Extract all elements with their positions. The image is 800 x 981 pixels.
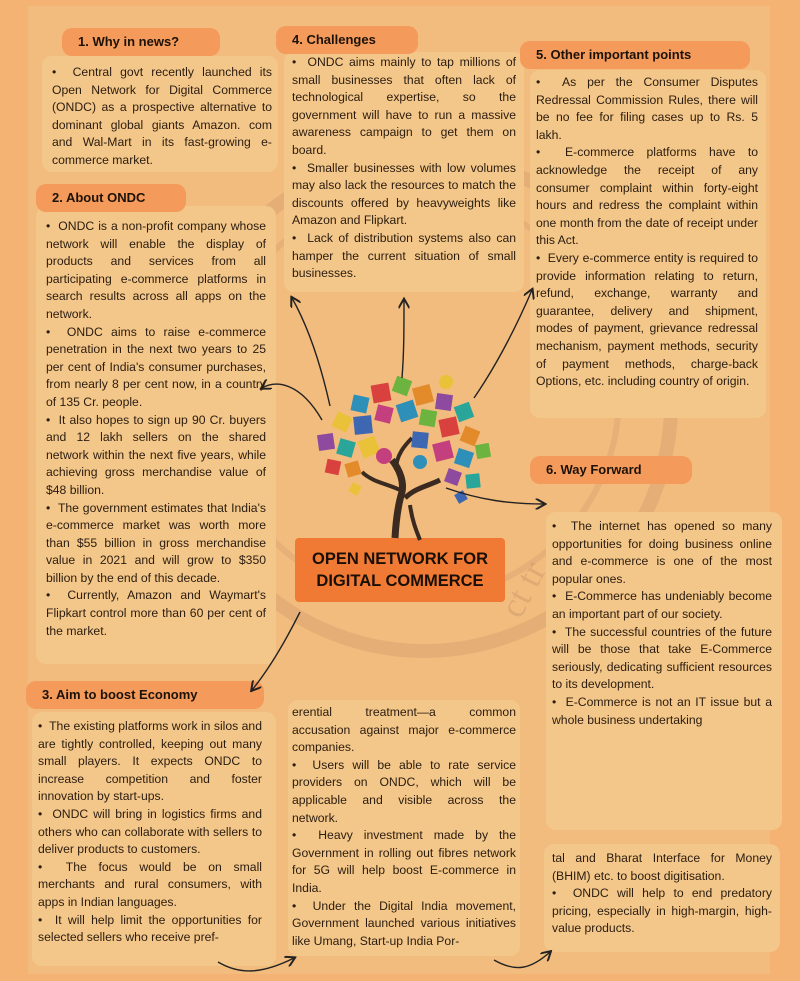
why-content [52,64,272,170]
arrow-aim-to-cont [218,958,294,971]
aim-point-2: • ONDC will bring in logistics firms and others who can collaborate with sellers to deliver products to customers. [38,806,262,859]
way-point-4: • E-Commerce is not an IT issue but a whole business undertaking [552,694,772,729]
challenges-point-2: • Smaller businesses with low volumes may also lack the resources to match the discounts offered by heavyweights like Amazon and Flipkart. [292,160,516,230]
challenges-point-3: • Lack of distribution systems also can hamper the current situation of small businesses. [292,230,516,283]
about-point-1: • ONDC is a non-profit company whose network will enable the display of products and services from all participating e-commerce platforms in search results across all apps on the network. [46,218,266,324]
aim-cont-content [292,704,516,950]
arrow-to-challenges [292,298,330,406]
about-point-4: • The government estimates that India's e-commerce market was worth more than $55 billion in gross merchandise value in 2021 and will grow to $350 billion by the end of this decade. [46,500,266,588]
about-point-2: • ONDC aims to raise e-commerce penetration in the next two years to 25 per cent of India's consumer purchases, from nearly 8 per cent now, in a country of 135 Cr. people. [46,324,266,412]
arrow-cont-to-cont2 [494,952,550,968]
challenges-content [292,54,516,283]
aim-cont-continuation: erential treatment—a common accusation against major e-commerce companies. [292,705,516,755]
challenges-point-1: • ONDC aims mainly to tap millions of small businesses that often lack of technological expertise, so the government will have to run a massive awareness campaign to get them on board. [292,54,516,160]
other-heading: 5. Other important points [520,41,750,69]
aim-cont2-continuation: tal and Bharat Interface for Money (BHIM) etc. to boost digitisation. [552,851,772,883]
way-content [552,518,772,729]
challenges-heading: 4. Challenges [276,26,418,54]
other-point-1: • As per the Consumer Disputes Redressal Commission Rules, there will be no fee for filing cases up to Rs. 5 lakh. [536,74,758,144]
about-content [46,218,266,640]
aim-point-3: • The focus would be on small merchants and rural consumers, with apps in Indian languages. [38,859,262,912]
about-point-5: • Currently, Amazon and Waymart's Flipkart control more than 60 per cent of the market. [46,587,266,640]
title-line-2: DIGITAL COMMERCE [316,572,484,590]
other-content [536,74,758,391]
way-point-3: • The successful countries of the future will be those that take E-Commerce seriously, dedicating sufficient resources to its development. [552,624,772,694]
why-point-1: • Central govt recently launched its Open Network for Digital Commerce (ONDC) as a prospective alternative to dominant global giants Amazon. com and Wal-Mart in its fast-growing e-commerce market. [52,64,272,170]
arrow-to-other [474,290,532,398]
watermark-text: ct tr [491,554,554,624]
way-point-2: • E-Commerce has undeniably become an important part of our society. [552,588,772,623]
other-point-3: • Every e-commerce entity is required to provide information relating to return, refund, exchange, warranty and guarantee, delivery and shipment, modes of payment, grievance redressal mechanism, payment methods, security of payment methods, charge-back Options, etc. including country of origin. [536,250,758,391]
aim-point-1: • The existing platforms work in silos and are tightly controlled, keeping out many small players. It expects ONDC to increase competition and foster innovation by start-ups. [38,718,262,806]
aim-point-4: • It will help limit the opportunities for selected sellers who receive pref- [38,912,262,947]
way-point-1: • The internet has opened so many opportunities for doing business online and e-commerce is one of the most popular ones. [552,518,772,588]
arrow-to-challenges-2 [402,300,404,378]
way-heading: 6. Way Forward [530,456,692,484]
other-point-2: • E-commerce platforms have to acknowledge the receipt of any consumer complaint within forty-eight hours and redress the complaint within one month from the date of receipt under this Act. [536,144,758,250]
aim-heading: 3. Aim to boost Economy [26,681,264,709]
aim-cont-point-2: • Heavy investment made by the Government in rolling out fibres network for 5G will help boost E-commerce in India. [292,827,516,897]
aim-cont-point-3: • Under the Digital India movement, Government launched various initiatives like Umang, Start-up India Por- [292,898,516,951]
title-line-1: OPEN NETWORK FOR [312,550,488,568]
aim-cont2-content [552,850,772,938]
aim-cont2-point-1: • ONDC will help to end predatory pricing, especially in high-margin, high-value products. [552,885,772,938]
about-point-3: • It also hopes to sign up 90 Cr. buyers and 12 lakh sellers on the shared network within the next five years, while achieving gross merchandise value of $48 billion. [46,412,266,500]
arrow-to-about [262,384,322,420]
why-heading: 1. Why in news? [62,28,220,56]
aim-cont-point-1: • Users will be able to rate service providers on ONDC, which will be applicable and visible across the network. [292,757,516,827]
aim-content [38,718,262,947]
about-heading: 2. About ONDC [36,184,186,212]
